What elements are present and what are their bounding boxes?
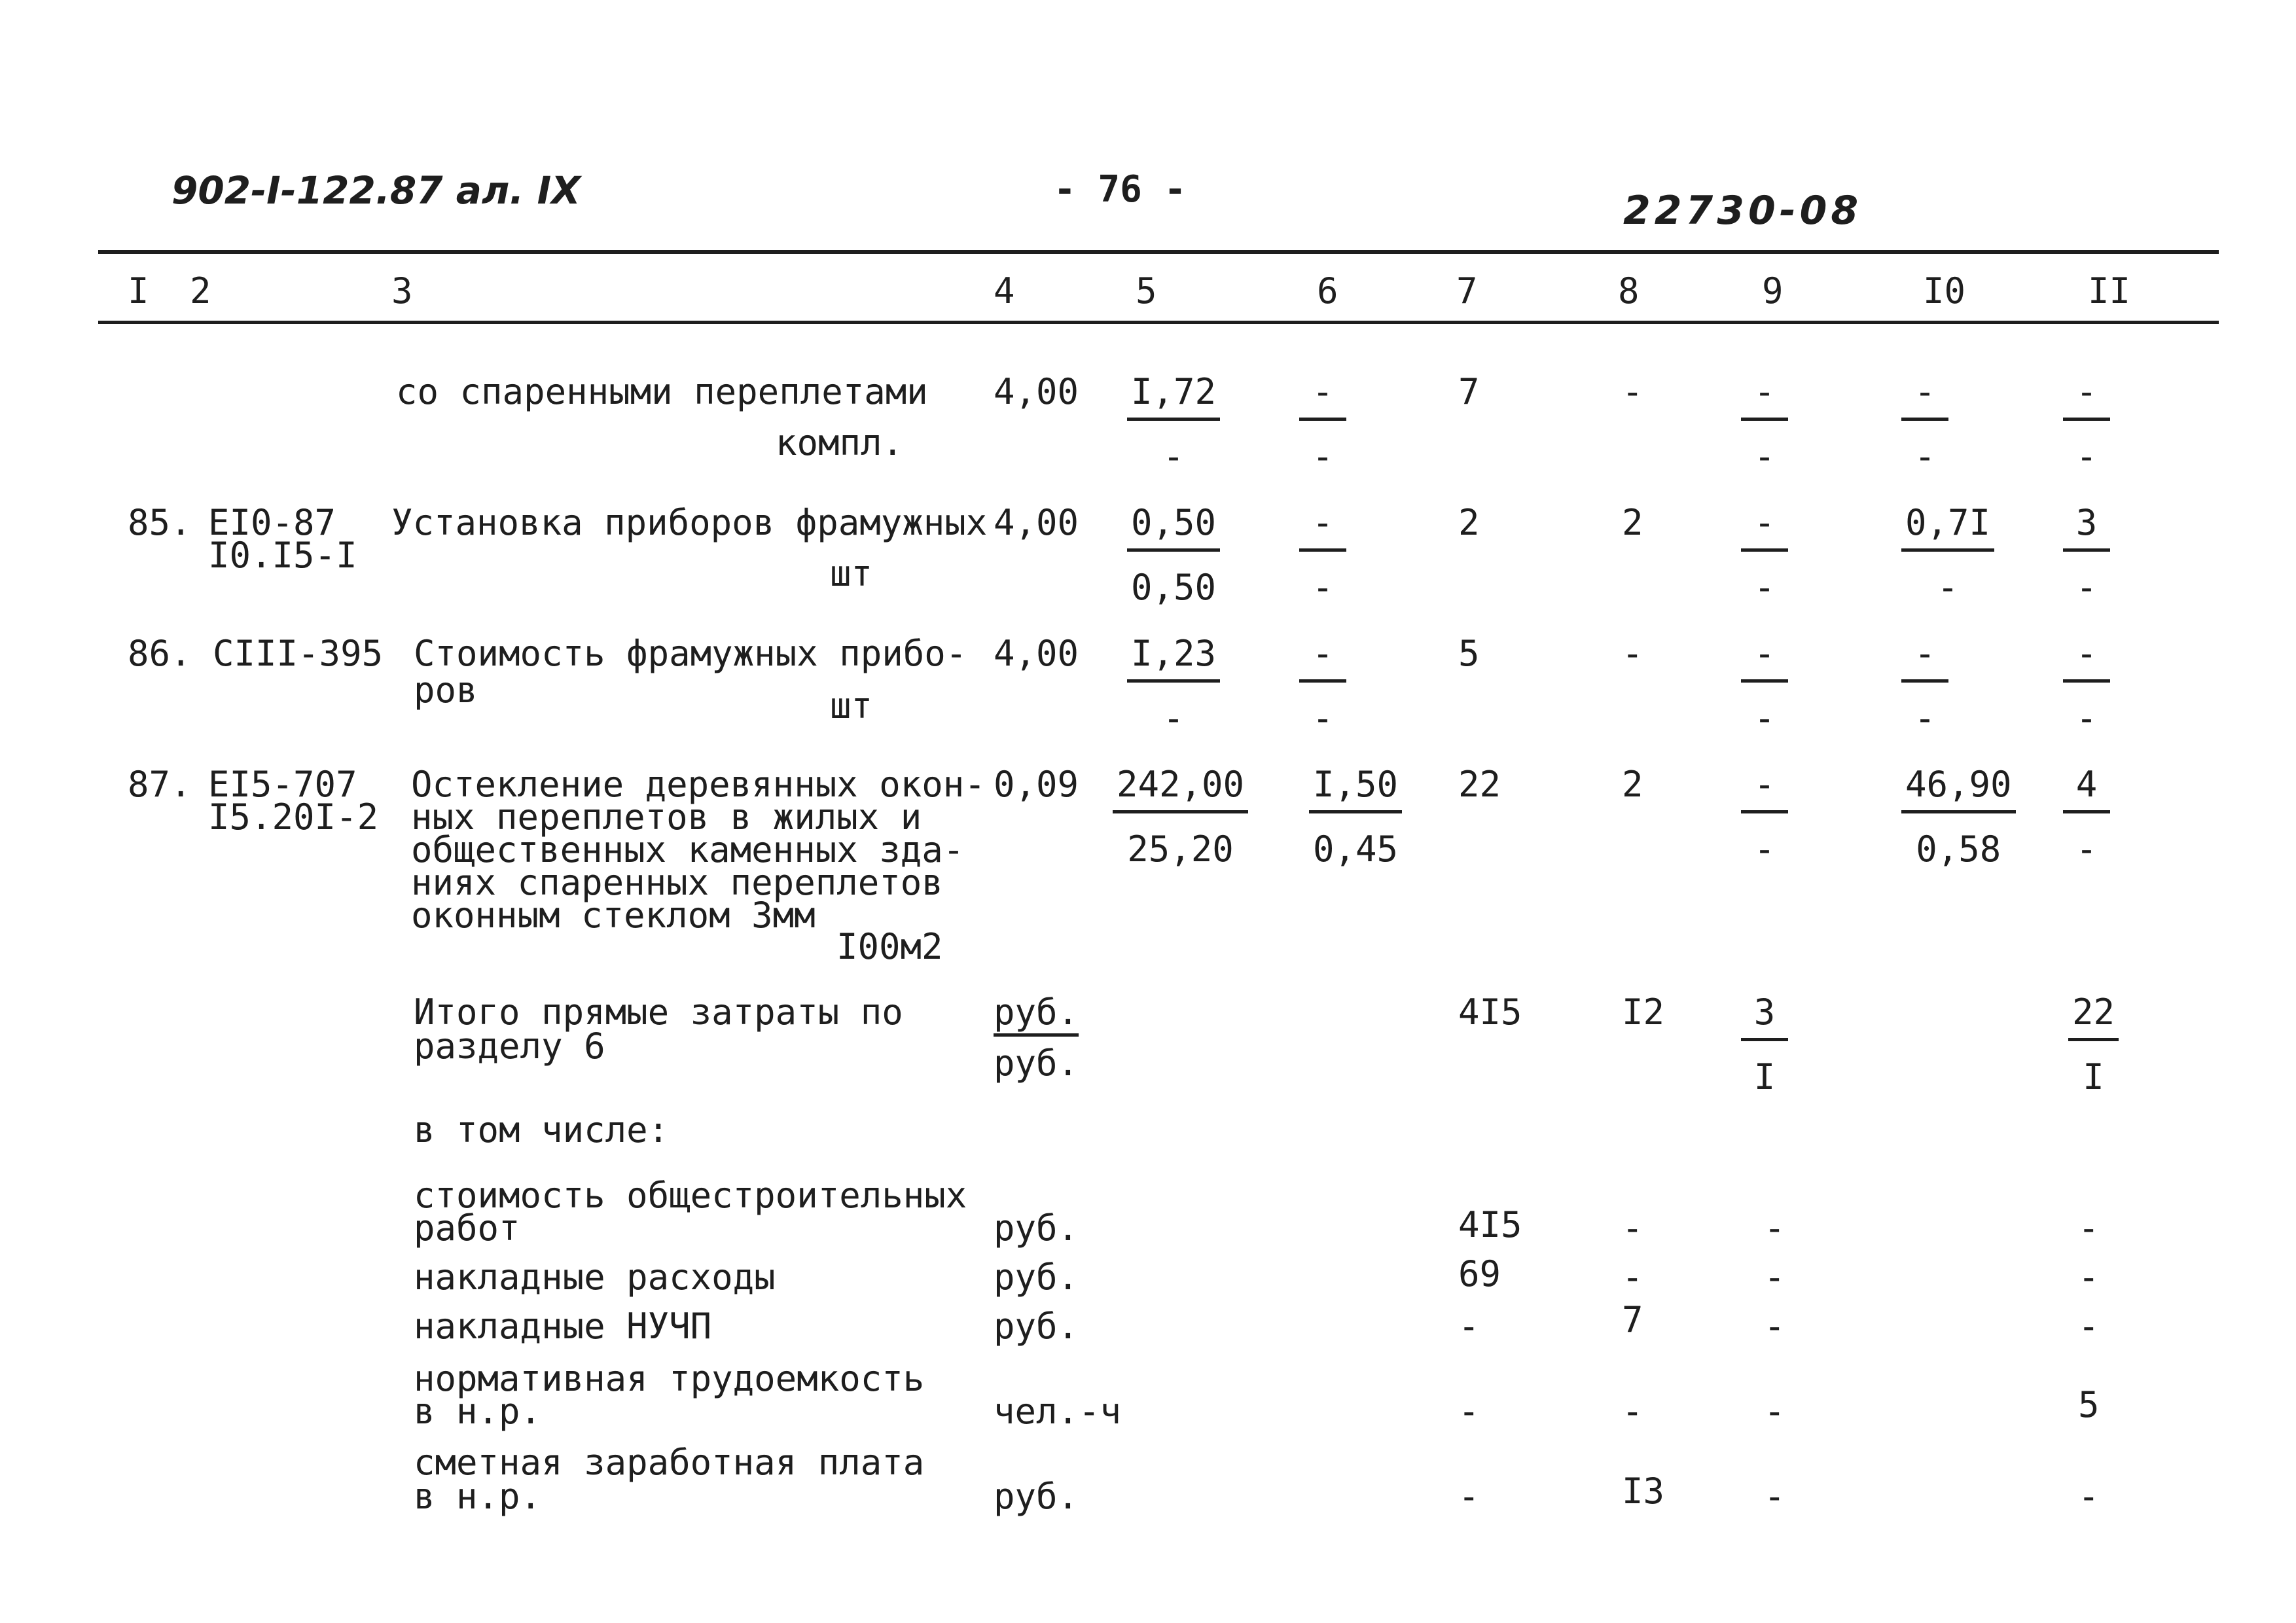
row-number: 85.: [128, 502, 192, 543]
item-description-cont: общественных каменных зда-: [411, 829, 965, 870]
breakdown-col-8: I3: [1622, 1471, 1665, 1512]
breakdown-col-8: -: [1622, 1207, 1643, 1249]
breakdown-col-9: -: [1764, 1207, 1785, 1249]
col-9-value: - -: [1741, 374, 1788, 474]
item-unit: шт: [830, 553, 873, 594]
breakdown-col-7: -: [1458, 1391, 1480, 1432]
machine-cost: $\frac{I,50}{0,45}$: [1309, 767, 1402, 867]
breakdown-unit: руб.: [994, 1306, 1079, 1347]
breakdown-unit: чел.-ч: [994, 1391, 1122, 1432]
totals-col-8: I2: [1622, 991, 1665, 1033]
page-number: - 76 -: [1054, 168, 1187, 211]
col-10-value: $\frac{46,90}{0,58}$: [1901, 767, 2016, 867]
breakdown-label: накладные расходы: [414, 1257, 776, 1298]
col-10-value: 0,7I -: [1901, 505, 1994, 605]
breakdown-label-cont: в н.р.: [414, 1391, 542, 1432]
breakdown-col-11: -: [2078, 1476, 2100, 1517]
breakdown-col-9: -: [1764, 1391, 1785, 1432]
totals-unit: руб.: [994, 991, 1079, 1033]
breakdown-label: нормативная трудоемкость: [414, 1358, 925, 1399]
total-cost: 7: [1458, 371, 1480, 412]
col-10-value: - -: [1901, 636, 1948, 736]
column-header: I: [128, 270, 149, 312]
item-description: Установка приборов фрамужных: [391, 502, 988, 543]
including-label: в том числе:: [414, 1109, 670, 1150]
unit-cost: I,23 -: [1127, 636, 1220, 736]
col-11-value: - -: [2063, 374, 2110, 474]
column-header: I0: [1923, 270, 1966, 312]
breakdown-col-8: -: [1622, 1391, 1643, 1432]
item-description-cont: ниях спаренных переплетов: [411, 862, 943, 903]
quantity: 4,00: [994, 502, 1079, 543]
item-unit: компл.: [776, 422, 904, 463]
breakdown-col-7: -: [1458, 1476, 1480, 1517]
item-unit: шт: [830, 685, 873, 726]
col-11-value: 3 -: [2063, 505, 2110, 605]
column-header: 9: [1762, 270, 1784, 312]
totals-col-11: $\frac{22}{I}$: [2068, 995, 2119, 1095]
rate-code-sub: I0.I5-I: [208, 535, 357, 576]
item-description-cont: ров: [414, 669, 478, 711]
rate-code: СIII-395: [213, 633, 384, 674]
totals-col-9: $\frac{3}{I}$: [1741, 995, 1788, 1095]
column-header: 5: [1136, 270, 1157, 312]
table-top-rule: [98, 250, 2219, 254]
column-header: 6: [1317, 270, 1338, 312]
col-11-value: - -: [2063, 636, 2110, 736]
breakdown-col-11: 5: [2078, 1384, 2100, 1425]
breakdown-col-9: -: [1764, 1257, 1785, 1298]
totals-label: Итого прямые затраты по: [414, 991, 903, 1033]
breakdown-col-9: -: [1764, 1476, 1785, 1517]
item-unit: I00м2: [836, 926, 943, 967]
unit-cost: I,72 -: [1127, 374, 1220, 474]
column-header: 8: [1618, 270, 1640, 312]
item-description: со спаренными переплетами: [396, 371, 928, 412]
item-description-cont: ных переплетов в жилых и: [411, 796, 922, 838]
archive-number: 22730-08: [1623, 188, 1863, 234]
machine-cost: - -: [1299, 636, 1346, 736]
col-11-value: 4 -: [2063, 767, 2110, 867]
breakdown-col-7: -: [1458, 1306, 1480, 1347]
quantity: 0,09: [994, 764, 1079, 805]
quantity: 4,00: [994, 371, 1079, 412]
rate-code: EI5-707: [208, 764, 357, 805]
breakdown-col-7: 69: [1458, 1253, 1501, 1294]
breakdown-label: стоимость общестроительных: [414, 1175, 967, 1216]
breakdown-col-9: -: [1764, 1306, 1785, 1347]
totals-label-cont: разделу 6: [414, 1026, 605, 1067]
total-cost: 2: [1458, 502, 1480, 543]
breakdown-label-cont: в н.р.: [414, 1476, 542, 1517]
breakdown-unit: руб.: [994, 1476, 1079, 1517]
machine-cost: - -: [1299, 505, 1346, 605]
quantity: 4,00: [994, 633, 1079, 674]
col-8-value: 2: [1622, 502, 1643, 543]
breakdown-label: сметная заработная плата: [414, 1442, 925, 1483]
column-header: 4: [994, 270, 1015, 312]
col-8-value: -: [1622, 371, 1643, 412]
breakdown-col-11: -: [2078, 1207, 2100, 1249]
breakdown-unit: руб.: [994, 1257, 1079, 1298]
total-cost: 5: [1458, 633, 1480, 674]
column-header: 3: [391, 270, 413, 312]
item-description: Стоимость фрамужных прибо-: [414, 633, 967, 674]
col-9-value: - -: [1741, 505, 1788, 605]
col-8-value: -: [1622, 633, 1643, 674]
item-description-cont: оконным стеклом 3мм: [411, 895, 816, 936]
col-10-value: - -: [1901, 374, 1948, 474]
column-header: II: [2088, 270, 2131, 312]
row-number: 86.: [128, 633, 192, 674]
breakdown-col-7: 4I5: [1458, 1204, 1522, 1245]
rate-code-sub: I5.20I-2: [208, 796, 379, 838]
breakdown-label-cont: работ: [414, 1207, 520, 1249]
column-header: 7: [1456, 270, 1478, 312]
rate-code: EI0-87: [208, 502, 336, 543]
row-number: 87.: [128, 764, 192, 805]
breakdown-col-8: -: [1622, 1257, 1643, 1298]
document-code: 902-I-122.87 ал. IX: [171, 168, 581, 213]
item-description: Остекление деревянных окон-: [411, 764, 986, 805]
breakdown-col-11: -: [2078, 1257, 2100, 1298]
breakdown-label: накладные НУЧП: [414, 1306, 712, 1347]
total-cost: 22: [1458, 764, 1501, 805]
header-bottom-rule: [98, 321, 2219, 324]
totals-total-cost: 4I5: [1458, 991, 1522, 1033]
breakdown-col-11: -: [2078, 1306, 2100, 1347]
col-9-value: - -: [1741, 636, 1788, 736]
breakdown-col-8: 7: [1622, 1299, 1643, 1340]
totals-unit: руб.: [994, 1043, 1079, 1084]
col-8-value: 2: [1622, 764, 1643, 805]
unit-cost: $\frac{0,50}{0,50}$: [1127, 505, 1220, 605]
column-header: 2: [190, 270, 211, 312]
machine-cost: - -: [1299, 374, 1346, 474]
breakdown-unit: руб.: [994, 1207, 1079, 1249]
unit-cost: $\frac{242,00}{25,20}$: [1113, 767, 1248, 867]
col-9-value: - -: [1741, 767, 1788, 867]
